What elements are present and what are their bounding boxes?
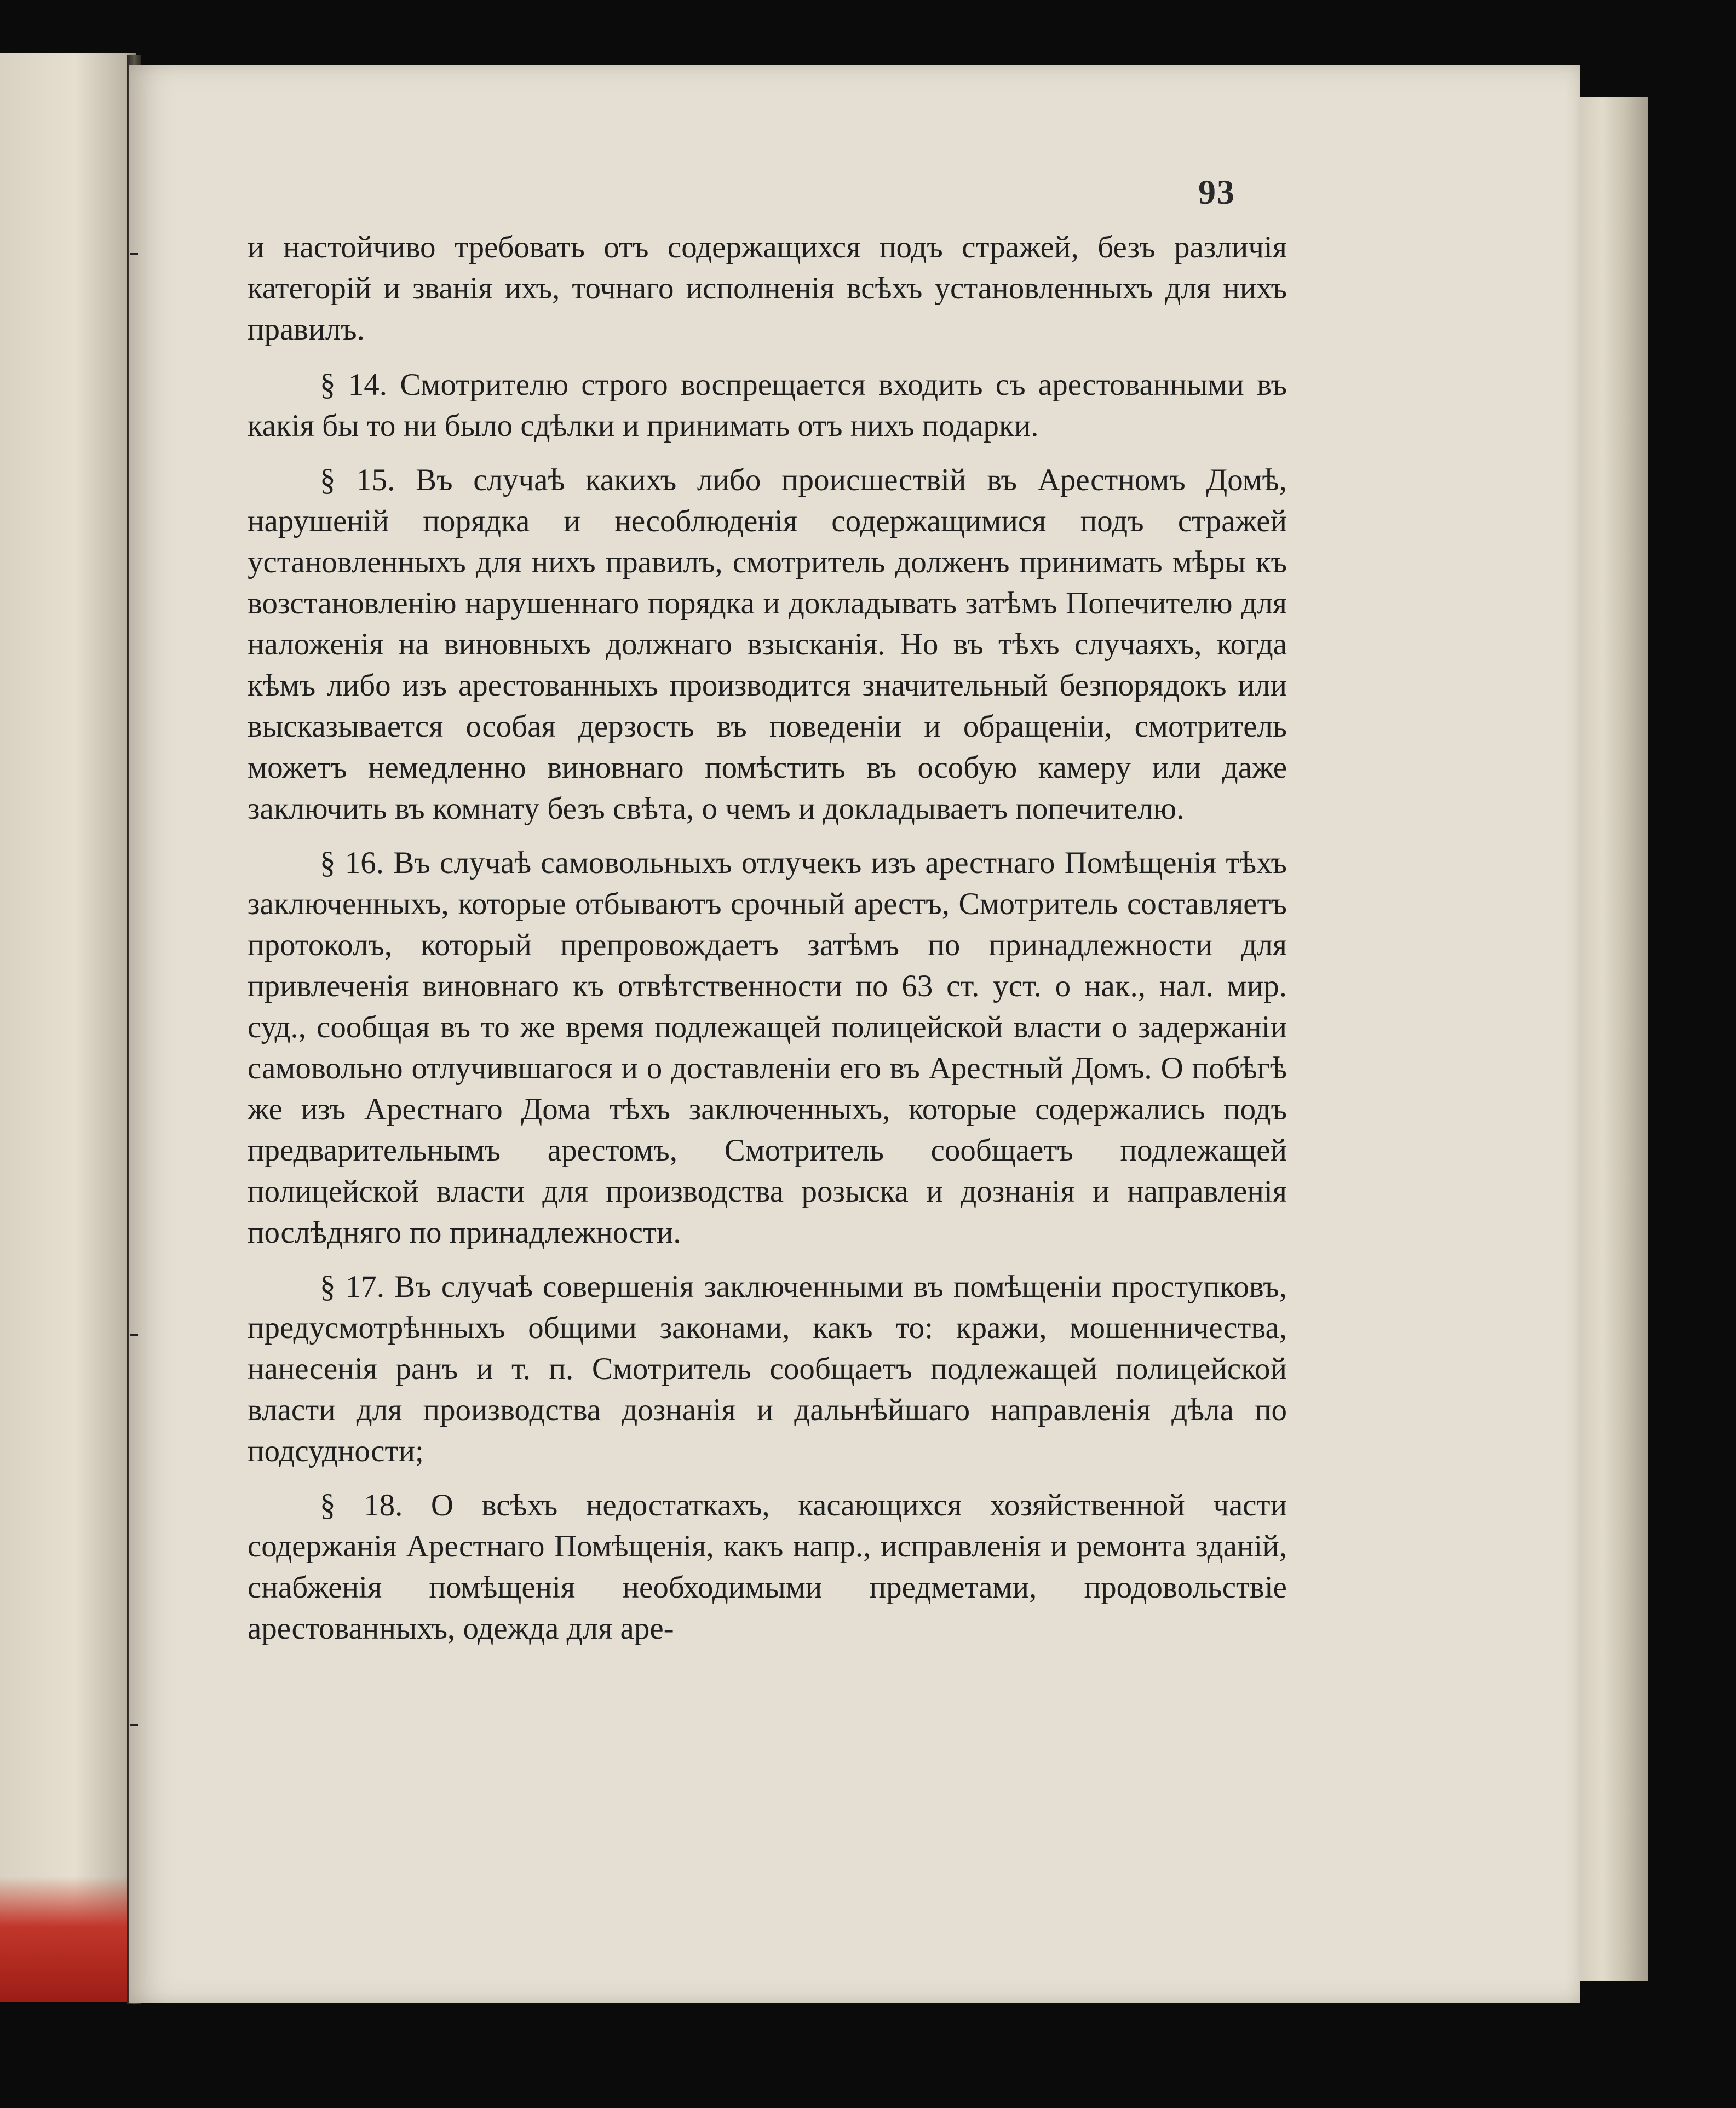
margin-tick: [130, 1334, 138, 1336]
previous-page-edge: [0, 53, 136, 2002]
margin-tick: [130, 1724, 138, 1726]
paragraph-section-17: § 17. Въ случаѣ совершенія заключенными въ помѣщеніи проступковъ, предусмотрѣнныхъ общими законами, какъ то: кражи, мошенничества, нанесенія ранъ и т. п. Смотритель сообщаетъ подлежащей полицейской власти для производства дознанія и дальнѣйшаго направленія дѣла по подсудности;: [248, 1270, 1287, 1468]
paragraph-section-18: § 18. О всѣхъ недостаткахъ, касающихся хозяйственной части содержанія Арестнаго Помѣщенія, какъ напр., исправленія и ремонта зданій, снабженія помѣщенія необходимыми предметами, продовольствіе арестованныхъ, одежда для аре-: [248, 1488, 1287, 1646]
margin-tick: [130, 253, 138, 255]
page-number: 93: [1198, 173, 1235, 211]
page-stack-edge: [1572, 97, 1648, 1981]
paragraph-section-15: § 15. Въ случаѣ какихъ либо происшествій въ Арестномъ Домѣ, нарушеній порядка и несоблюденія содержащимися подъ стражей установленныхъ для нихъ правилъ, смотритель долженъ принимать мѣры къ возстановленію нарушеннаго порядка и докладывать затѣмъ Попечителю для наложенія на виновныхъ должнаго взысканія. Но въ тѣхъ случаяхъ, когда кѣмъ либо изъ арестованныхъ производится значительный безпорядокъ или высказывается особая дерзость въ поведеніи и обращеніи, смотритель можетъ немедленно виновнаго помѣстить въ особую камеру или даже заключить въ комнату безъ свѣта, о чемъ и докладываетъ попечителю.: [248, 463, 1287, 826]
paragraph-section-14: § 14. Смотрителю строго воспрещается входить съ арестованными въ какія бы то ни было сдѣлки и принимать отъ нихъ подарки.: [248, 367, 1287, 443]
paragraph-section-16: § 16. Въ случаѣ самовольныхъ отлучекъ изъ арестнаго Помѣщенія тѣхъ заключенныхъ, которые отбываютъ срочный арестъ, Смотритель составляетъ протоколъ, который препровождаетъ затѣмъ по принадлежности для привлеченія виновнаго къ отвѣтственности по 63 ст. уст. о нак., нал. мир. суд., сообщая въ то же время подлежащей полицейской власти о задержаніи самовольно отлучившагося и о доставленіи его въ Арестный Домъ. О побѣгѣ же изъ Арестнаго Дома тѣхъ заключенныхъ, которые содержались подъ предварительнымъ арестомъ, Смотритель сообщаетъ подлежащей полицейской власти для производства розыска и дознанія и направленія послѣдняго по принадлежности.: [248, 846, 1287, 1250]
page-text: [248, 227, 1287, 1662]
paragraph-continuation: и настойчиво требовать отъ содержащихся подъ стражей, безъ различія категорій и званія ихъ, точнаго исполненія всѣхъ установленныхъ для нихъ правилъ.: [248, 230, 1287, 347]
